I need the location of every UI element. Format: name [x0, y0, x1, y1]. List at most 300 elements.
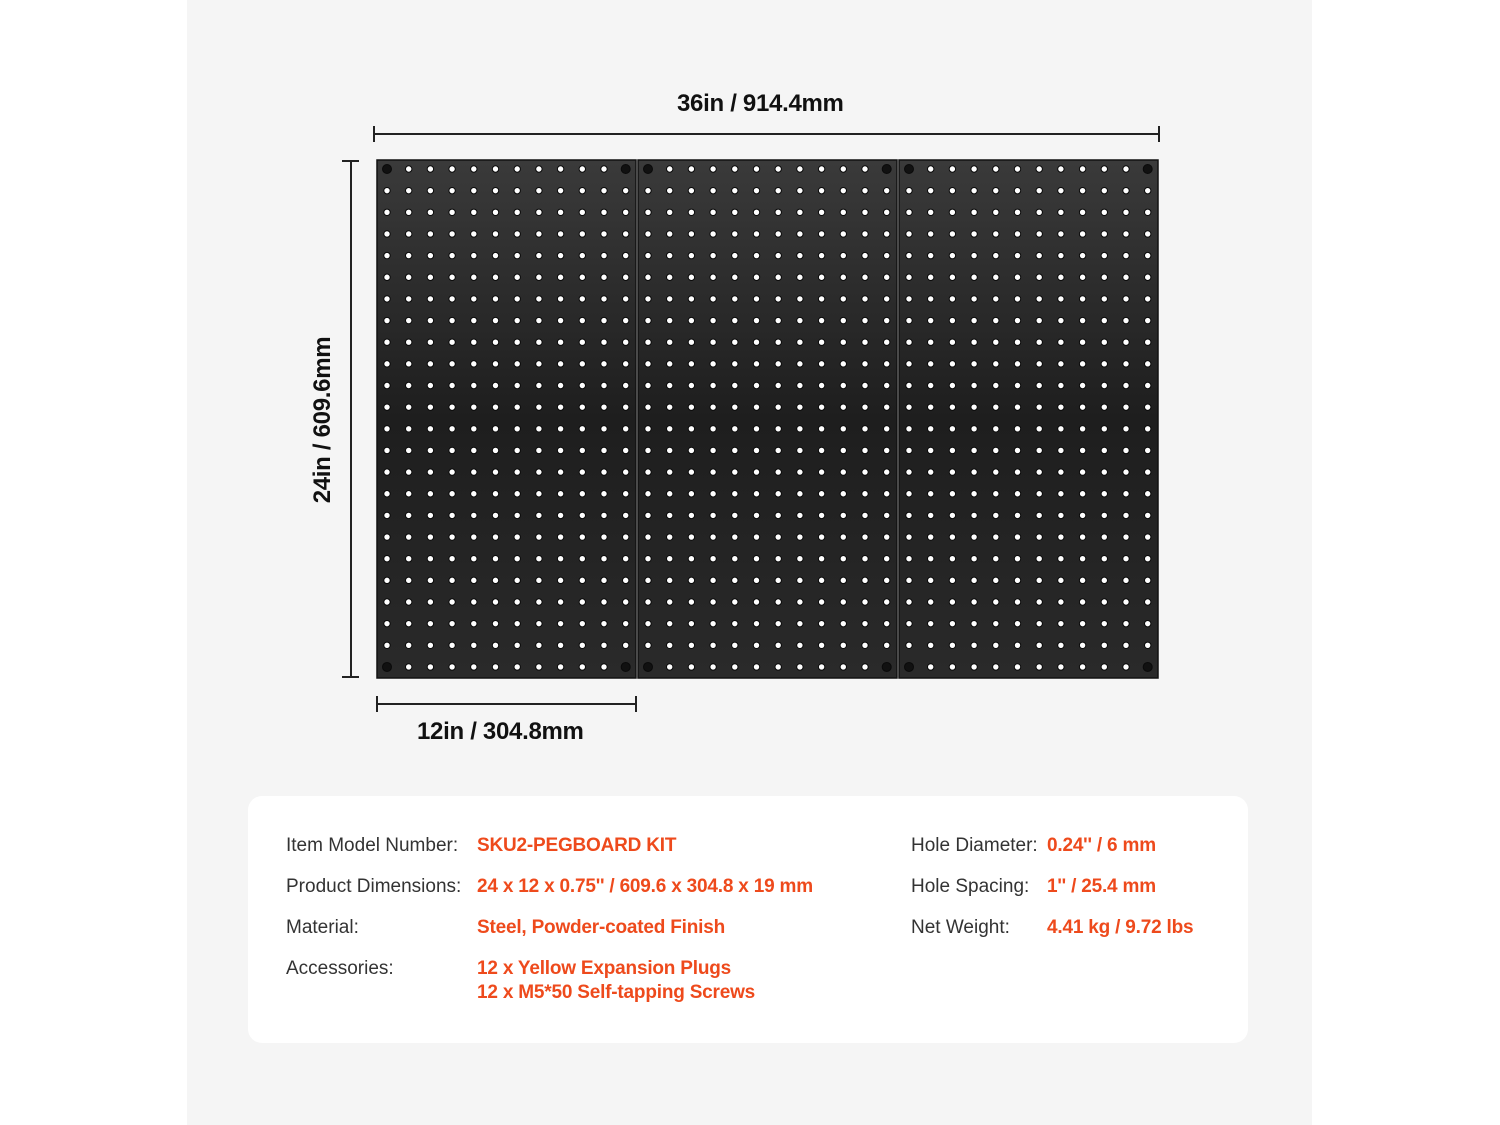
peg-hole [449, 339, 455, 345]
peg-hole [1101, 469, 1107, 475]
peg-hole [1079, 664, 1085, 670]
peg-hole [427, 252, 433, 258]
peg-hole [884, 231, 890, 237]
peg-hole [928, 339, 934, 345]
peg-hole [993, 274, 999, 280]
peg-hole [406, 252, 412, 258]
peg-hole [536, 361, 542, 367]
peg-hole [840, 187, 846, 193]
peg-hole [492, 209, 498, 215]
peg-hole [601, 642, 607, 648]
peg-hole [1014, 599, 1020, 605]
peg-hole [1145, 252, 1151, 258]
peg-hole [1014, 339, 1020, 345]
peg-hole [1014, 577, 1020, 583]
peg-hole [1101, 187, 1107, 193]
peg-hole [601, 361, 607, 367]
peg-hole [514, 577, 520, 583]
peg-hole [514, 534, 520, 540]
peg-hole [1079, 404, 1085, 410]
peg-hole [1101, 166, 1107, 172]
peg-hole [1123, 556, 1129, 562]
peg-hole [645, 231, 651, 237]
peg-hole [1101, 599, 1107, 605]
peg-hole [384, 209, 390, 215]
peg-hole [928, 187, 934, 193]
peg-hole [884, 209, 890, 215]
peg-hole [1014, 252, 1020, 258]
peg-hole [536, 577, 542, 583]
peg-hole [775, 599, 781, 605]
peg-hole [536, 599, 542, 605]
spec-value: Steel, Powder-coated Finish [477, 917, 725, 938]
peg-hole [993, 187, 999, 193]
peg-hole [688, 404, 694, 410]
peg-hole [601, 447, 607, 453]
peg-hole [536, 209, 542, 215]
peg-hole [623, 642, 629, 648]
peg-hole [1058, 664, 1064, 670]
peg-hole [1145, 317, 1151, 323]
peg-hole [623, 361, 629, 367]
peg-hole [623, 231, 629, 237]
spec-value: 0.24'' / 6 mm [1047, 835, 1156, 856]
peg-hole [710, 296, 716, 302]
spec-value: 12 x Yellow Expansion Plugs [477, 958, 732, 979]
peg-hole [928, 296, 934, 302]
peg-hole [949, 599, 955, 605]
peg-hole [667, 620, 673, 626]
peg-hole [818, 620, 824, 626]
peg-hole [884, 447, 890, 453]
peg-hole [471, 577, 477, 583]
peg-hole [1014, 469, 1020, 475]
peg-hole [688, 534, 694, 540]
peg-hole [1101, 382, 1107, 388]
peg-hole [775, 447, 781, 453]
peg-hole [949, 209, 955, 215]
peg-hole [818, 382, 824, 388]
peg-hole [840, 382, 846, 388]
peg-hole [884, 187, 890, 193]
pegboard-panel [377, 160, 636, 678]
peg-hole [732, 187, 738, 193]
peg-hole [492, 642, 498, 648]
peg-hole [906, 382, 912, 388]
peg-hole [971, 447, 977, 453]
peg-hole [688, 166, 694, 172]
peg-hole [1058, 361, 1064, 367]
peg-hole [928, 491, 934, 497]
peg-hole [449, 252, 455, 258]
peg-hole [753, 361, 759, 367]
peg-hole [579, 339, 585, 345]
peg-hole [1058, 404, 1064, 410]
peg-hole [536, 274, 542, 280]
peg-hole [1014, 664, 1020, 670]
peg-hole [884, 317, 890, 323]
peg-hole [688, 339, 694, 345]
peg-hole [579, 166, 585, 172]
peg-hole [928, 274, 934, 280]
peg-hole [688, 556, 694, 562]
peg-hole [536, 534, 542, 540]
peg-hole [667, 577, 673, 583]
peg-hole [1036, 339, 1042, 345]
peg-hole [471, 361, 477, 367]
peg-hole [1058, 469, 1064, 475]
peg-hole [710, 534, 716, 540]
peg-hole [667, 317, 673, 323]
peg-hole [949, 382, 955, 388]
peg-hole [971, 296, 977, 302]
peg-hole [862, 209, 868, 215]
peg-hole [601, 512, 607, 518]
peg-hole [449, 361, 455, 367]
peg-hole [579, 187, 585, 193]
peg-hole [732, 252, 738, 258]
peg-hole [862, 577, 868, 583]
peg-hole [557, 534, 563, 540]
peg-hole [557, 187, 563, 193]
peg-hole [579, 274, 585, 280]
peg-hole [775, 166, 781, 172]
peg-hole [884, 642, 890, 648]
peg-hole [1145, 296, 1151, 302]
peg-hole [1058, 620, 1064, 626]
peg-hole [862, 534, 868, 540]
peg-hole [427, 620, 433, 626]
peg-hole [623, 512, 629, 518]
peg-hole [949, 512, 955, 518]
peg-hole [1145, 187, 1151, 193]
peg-hole [514, 556, 520, 562]
peg-hole [775, 512, 781, 518]
peg-hole [840, 642, 846, 648]
peg-hole [623, 274, 629, 280]
peg-hole [645, 577, 651, 583]
peg-hole [971, 664, 977, 670]
peg-hole [688, 209, 694, 215]
peg-hole [797, 534, 803, 540]
peg-hole [906, 404, 912, 410]
peg-hole [645, 361, 651, 367]
peg-hole [971, 187, 977, 193]
peg-hole [797, 382, 803, 388]
peg-hole [840, 317, 846, 323]
peg-hole [557, 209, 563, 215]
peg-hole [928, 534, 934, 540]
peg-hole [492, 556, 498, 562]
peg-hole [993, 556, 999, 562]
peg-hole [710, 274, 716, 280]
peg-hole [753, 534, 759, 540]
peg-hole [601, 231, 607, 237]
peg-hole [732, 296, 738, 302]
peg-hole [928, 556, 934, 562]
peg-hole [384, 361, 390, 367]
peg-hole [406, 491, 412, 497]
peg-hole [536, 664, 542, 670]
peg-hole [688, 296, 694, 302]
peg-hole [471, 512, 477, 518]
peg-hole [753, 491, 759, 497]
peg-hole [427, 382, 433, 388]
peg-hole [1036, 274, 1042, 280]
peg-hole [601, 339, 607, 345]
peg-hole [667, 404, 673, 410]
total-width-line [374, 133, 1160, 135]
peg-hole [840, 231, 846, 237]
peg-hole [384, 231, 390, 237]
peg-hole [384, 382, 390, 388]
peg-hole [601, 620, 607, 626]
peg-hole [449, 512, 455, 518]
peg-hole [623, 469, 629, 475]
peg-hole [1036, 361, 1042, 367]
peg-hole [1101, 296, 1107, 302]
peg-hole [601, 187, 607, 193]
peg-hole [1123, 209, 1129, 215]
peg-hole [797, 317, 803, 323]
peg-hole [1101, 404, 1107, 410]
peg-hole [775, 642, 781, 648]
peg-hole [753, 469, 759, 475]
peg-hole [949, 534, 955, 540]
peg-hole [514, 599, 520, 605]
peg-hole [775, 664, 781, 670]
peg-hole [384, 491, 390, 497]
peg-hole [536, 382, 542, 388]
peg-hole [1123, 426, 1129, 432]
peg-hole [928, 512, 934, 518]
peg-hole [667, 599, 673, 605]
peg-hole [514, 339, 520, 345]
peg-hole [1101, 534, 1107, 540]
peg-hole [449, 599, 455, 605]
peg-hole [928, 404, 934, 410]
peg-hole [971, 577, 977, 583]
peg-hole [1101, 491, 1107, 497]
peg-hole [1123, 252, 1129, 258]
mounting-screw [383, 662, 392, 671]
peg-hole [406, 447, 412, 453]
peg-hole [906, 274, 912, 280]
peg-hole [993, 534, 999, 540]
peg-hole [1014, 534, 1020, 540]
peg-hole [971, 252, 977, 258]
peg-hole [514, 642, 520, 648]
peg-hole [667, 469, 673, 475]
peg-hole [884, 577, 890, 583]
peg-hole [862, 426, 868, 432]
peg-hole [818, 296, 824, 302]
peg-hole [710, 556, 716, 562]
peg-hole [993, 469, 999, 475]
peg-hole [1101, 426, 1107, 432]
peg-hole [753, 382, 759, 388]
peg-hole [601, 274, 607, 280]
peg-hole [514, 296, 520, 302]
peg-hole [1058, 577, 1064, 583]
peg-hole [492, 231, 498, 237]
peg-hole [601, 209, 607, 215]
peg-hole [710, 664, 716, 670]
peg-hole [710, 447, 716, 453]
peg-hole [797, 252, 803, 258]
peg-hole [579, 296, 585, 302]
peg-hole [427, 577, 433, 583]
peg-hole [906, 556, 912, 562]
mounting-screw [644, 662, 653, 671]
peg-hole [579, 447, 585, 453]
peg-hole [1079, 339, 1085, 345]
peg-hole [818, 642, 824, 648]
peg-hole [862, 187, 868, 193]
peg-hole [1123, 404, 1129, 410]
peg-hole [645, 469, 651, 475]
peg-hole [1014, 556, 1020, 562]
peg-hole [928, 447, 934, 453]
peg-hole [557, 317, 563, 323]
peg-hole [775, 491, 781, 497]
peg-hole [906, 447, 912, 453]
peg-hole [492, 491, 498, 497]
peg-hole [1036, 642, 1042, 648]
peg-hole [928, 664, 934, 670]
peg-hole [818, 274, 824, 280]
peg-hole [492, 382, 498, 388]
peg-hole [1079, 556, 1085, 562]
peg-hole [579, 512, 585, 518]
mounting-screw [905, 662, 914, 671]
peg-hole [427, 426, 433, 432]
peg-hole [797, 274, 803, 280]
peg-hole [667, 209, 673, 215]
peg-hole [840, 491, 846, 497]
peg-hole [1036, 534, 1042, 540]
peg-hole [601, 534, 607, 540]
peg-hole [601, 317, 607, 323]
peg-hole [1014, 447, 1020, 453]
peg-hole [492, 317, 498, 323]
peg-hole [993, 577, 999, 583]
peg-hole [993, 252, 999, 258]
peg-hole [406, 274, 412, 280]
spec-value: 24 x 12 x 0.75'' / 609.6 x 304.8 x 19 mm [477, 876, 813, 897]
spec-label: Net Weight: [911, 917, 1010, 938]
peg-hole [906, 577, 912, 583]
peg-hole [1036, 469, 1042, 475]
peg-hole [710, 491, 716, 497]
panel-tick-left [376, 696, 378, 712]
peg-hole [1101, 339, 1107, 345]
spec-label: Hole Spacing: [911, 876, 1030, 897]
peg-hole [1145, 620, 1151, 626]
peg-hole [971, 209, 977, 215]
peg-hole [427, 642, 433, 648]
peg-hole [993, 339, 999, 345]
peg-hole [492, 620, 498, 626]
mounting-screw [621, 165, 630, 174]
peg-hole [471, 382, 477, 388]
peg-hole [862, 296, 868, 302]
peg-hole [753, 274, 759, 280]
peg-hole [623, 577, 629, 583]
peg-hole [688, 317, 694, 323]
peg-hole [667, 426, 673, 432]
peg-hole [492, 166, 498, 172]
peg-hole [688, 599, 694, 605]
peg-hole [557, 252, 563, 258]
peg-hole [1101, 252, 1107, 258]
peg-hole [514, 620, 520, 626]
peg-hole [1014, 187, 1020, 193]
peg-hole [449, 664, 455, 670]
peg-hole [667, 447, 673, 453]
peg-hole [1079, 447, 1085, 453]
peg-hole [928, 469, 934, 475]
peg-hole [1036, 404, 1042, 410]
peg-hole [1123, 231, 1129, 237]
width-tick-right [1158, 126, 1160, 142]
peg-hole [862, 252, 868, 258]
peg-hole [971, 556, 977, 562]
peg-hole [732, 404, 738, 410]
peg-hole [406, 426, 412, 432]
peg-hole [688, 252, 694, 258]
peg-hole [1058, 556, 1064, 562]
peg-hole [1079, 296, 1085, 302]
peg-hole [862, 620, 868, 626]
peg-hole [1145, 577, 1151, 583]
peg-hole [688, 577, 694, 583]
peg-hole [862, 491, 868, 497]
peg-hole [753, 339, 759, 345]
peg-hole [840, 209, 846, 215]
peg-hole [971, 361, 977, 367]
peg-hole [514, 274, 520, 280]
peg-hole [688, 274, 694, 280]
peg-hole [601, 382, 607, 388]
peg-hole [732, 469, 738, 475]
mounting-screw [905, 165, 914, 174]
peg-hole [514, 361, 520, 367]
peg-hole [775, 339, 781, 345]
peg-hole [710, 339, 716, 345]
peg-hole [557, 577, 563, 583]
peg-hole [732, 512, 738, 518]
peg-hole [732, 534, 738, 540]
peg-hole [1123, 339, 1129, 345]
peg-hole [688, 491, 694, 497]
peg-hole [667, 187, 673, 193]
peg-hole [775, 404, 781, 410]
peg-hole [384, 187, 390, 193]
peg-hole [557, 491, 563, 497]
peg-hole [579, 664, 585, 670]
mounting-screw [383, 165, 392, 174]
peg-hole [971, 274, 977, 280]
peg-hole [384, 274, 390, 280]
peg-hole [1079, 534, 1085, 540]
peg-hole [884, 556, 890, 562]
peg-hole [601, 577, 607, 583]
peg-hole [971, 599, 977, 605]
peg-hole [536, 187, 542, 193]
peg-hole [949, 447, 955, 453]
peg-hole [753, 512, 759, 518]
